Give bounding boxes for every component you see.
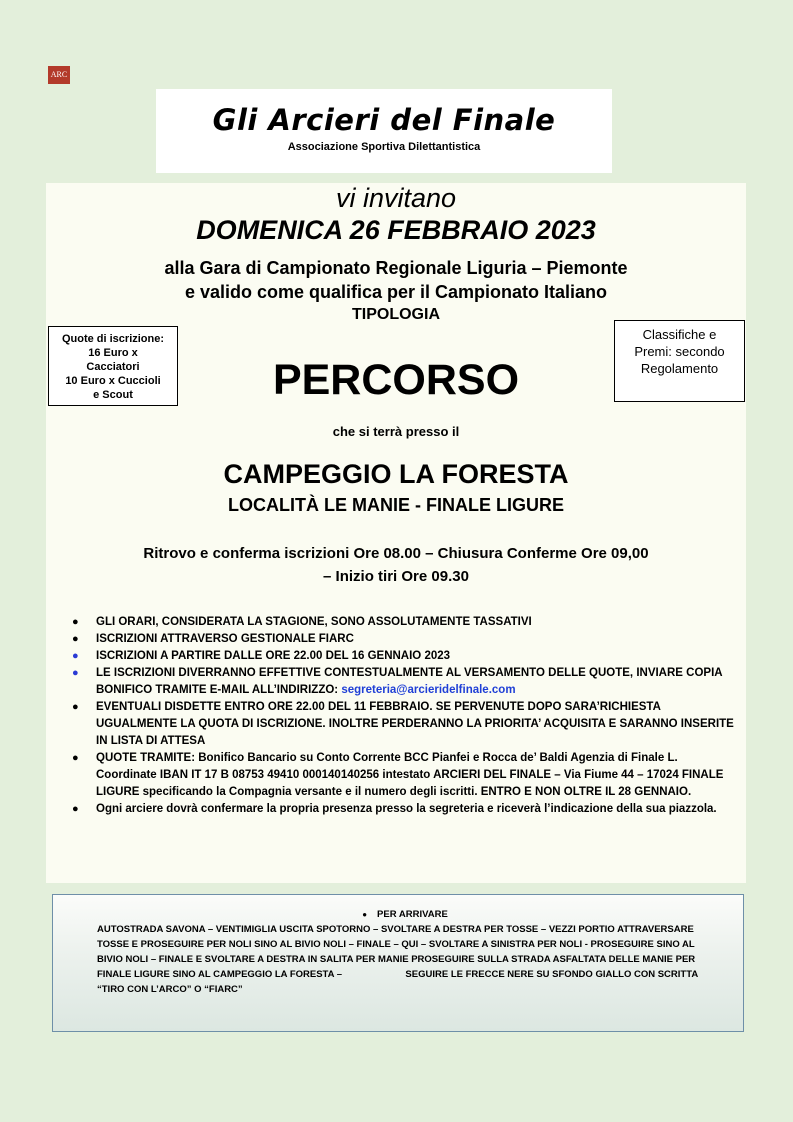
- event-type: PERCORSO: [272, 356, 520, 404]
- list-item: [70, 614, 740, 631]
- header-box: [156, 89, 612, 173]
- invite-line: vi invitano: [335, 183, 457, 213]
- club-title: Gli Arcieri del Finale: [212, 103, 556, 137]
- rankings-line: Classifiche e: [642, 327, 717, 342]
- fees-box: [48, 326, 178, 406]
- bullet-icon: ●: [72, 633, 79, 645]
- list-item: [70, 631, 740, 648]
- list-item: [70, 699, 740, 750]
- event-date: DOMENICA 26 FEBBRAIO 2023: [196, 215, 596, 245]
- rankings-line: Premi: secondo: [634, 344, 725, 359]
- bullet-icon: ●: [72, 667, 79, 679]
- arc-logo: ARC: [48, 66, 70, 84]
- list-item: [70, 801, 740, 818]
- email-link[interactable]: segreteria@arcieridelfinale.com: [341, 684, 516, 696]
- fees-line: Cacciatori: [86, 361, 140, 373]
- directions-title: PER ARRIVARE: [377, 909, 448, 920]
- rankings-line: Regolamento: [640, 361, 719, 376]
- schedule-line-1: Ritrovo e conferma iscrizioni Ore 08.00 – Chiusura Conferme Ore 09,00: [143, 545, 649, 562]
- event-description-2: e valido come qualifica per il Campionato Italiano: [184, 282, 608, 302]
- bullet-icon: ●: [362, 910, 368, 919]
- rule-text: QUOTE TRAMITE: Bonifico Bancario su Conto Corrente BCC Pianfei e Rocca de’ Baldi Agenzia di Finale L. Coordinate IBAN IT 17 B 08753 49410 000140140256 intestato ARCIERI DEL FINALE – Via Fiume 44 – 17024 FINALE LIGURE specificando la Compagnia versante e il numero degli iscritti. ENTRO E NON OLTRE IL 28 GENNAIO.: [96, 752, 724, 798]
- bullet-icon: ●: [72, 701, 79, 713]
- directions-box: [52, 894, 744, 1032]
- rankings-box: [614, 320, 745, 402]
- fees-line: Quote di iscrizione:: [61, 333, 165, 345]
- venue-locality: LOCALITÀ LE MANIE - FINALE LIGURE: [228, 495, 564, 515]
- list-item: [70, 750, 740, 801]
- rule-text: ISCRIZIONI A PARTIRE DALLE ORE 22.00 DEL 16 GENNAIO 2023: [96, 650, 451, 662]
- rule-text: LE ISCRIZIONI DIVERRANNO EFFETTIVE CONTESTUALMENTE AL VERSAMENTO DELLE QUOTE, INVIARE COPIA BONIFICO TRAMITE E-MAIL ALL’INDIRIZZO:: [96, 667, 723, 696]
- venue-name: CAMPEGGIO LA FORESTA: [223, 459, 569, 489]
- bullet-icon: ●: [72, 650, 79, 662]
- list-item: [70, 665, 740, 699]
- rules-list: [70, 614, 740, 818]
- rule-text: Ogni arciere dovrà confermare la propria presenza presso la segreteria e riceverà l’indicazione della sua piazzola.: [96, 803, 717, 815]
- bullet-icon: ●: [72, 752, 79, 764]
- fees-line: 16 Euro x: [88, 347, 138, 359]
- schedule-line-2: – Inizio tiri Ore 09.30: [323, 568, 469, 585]
- bullet-icon: ●: [72, 803, 79, 815]
- fees-line: e Scout: [93, 389, 133, 401]
- location-intro: che si terrà presso il: [332, 424, 460, 439]
- directions-text: AUTOSTRADA SAVONA – VENTIMIGLIA USCITA SPOTORNO – SVOLTARE A DESTRA PER TOSSE – VEZZI PORTIO ATTRAVERSARE TOSSE E PROSEGUIRE PER NOLI SINO AL BIVIO NOLI – FINALE – QUI – SVOLTARE A SINISTRA PER NOLI - PROSEGUIRE SINO AL BIVIO NOLI – FINALE E SVOLTARE A DESTRA IN SALITA PER MANIE PROSEGUIRE SULLA STRADA ASFALTATA DELLE MANIE PER FINALE LIGURE SINO AL CAMPEGGIO LA FORESTA – SEGUIRE LE FRECCE NERE SU SFONDO GIALLO CON SCRITTA “TIRO CON L’ARCO” O “FIARC”: [97, 924, 701, 995]
- rule-text: EVENTUALI DISDETTE ENTRO ORE 22.00 DEL 11 FEBBRAIO. SE PERVENUTE DOPO SARA’RICHIESTA UGUALMENTE LA QUOTA DI ISCRIZIONE. INOLTRE PERDERANNO LA PRIORITA’ ACQUISITA E SARANNO INSERITE IN LISTA DI ATTESA: [96, 701, 734, 747]
- bullet-icon: ●: [72, 616, 79, 628]
- event-description-1: alla Gara di Campionato Regionale Liguria – Piemonte: [164, 258, 628, 278]
- rule-text: GLI ORARI, CONSIDERATA LA STAGIONE, SONO ASSOLUTAMENTE TASSATIVI: [96, 616, 532, 628]
- fees-line: 10 Euro x Cuccioli: [65, 375, 161, 387]
- list-item: [70, 648, 740, 665]
- rule-text: ISCRIZIONI ATTRAVERSO GESTIONALE FIARC: [96, 633, 354, 645]
- type-label: TIPOLOGIA: [352, 306, 440, 323]
- club-subtitle: Associazione Sportiva Dilettantistica: [287, 141, 481, 153]
- directions-header: [97, 907, 713, 922]
